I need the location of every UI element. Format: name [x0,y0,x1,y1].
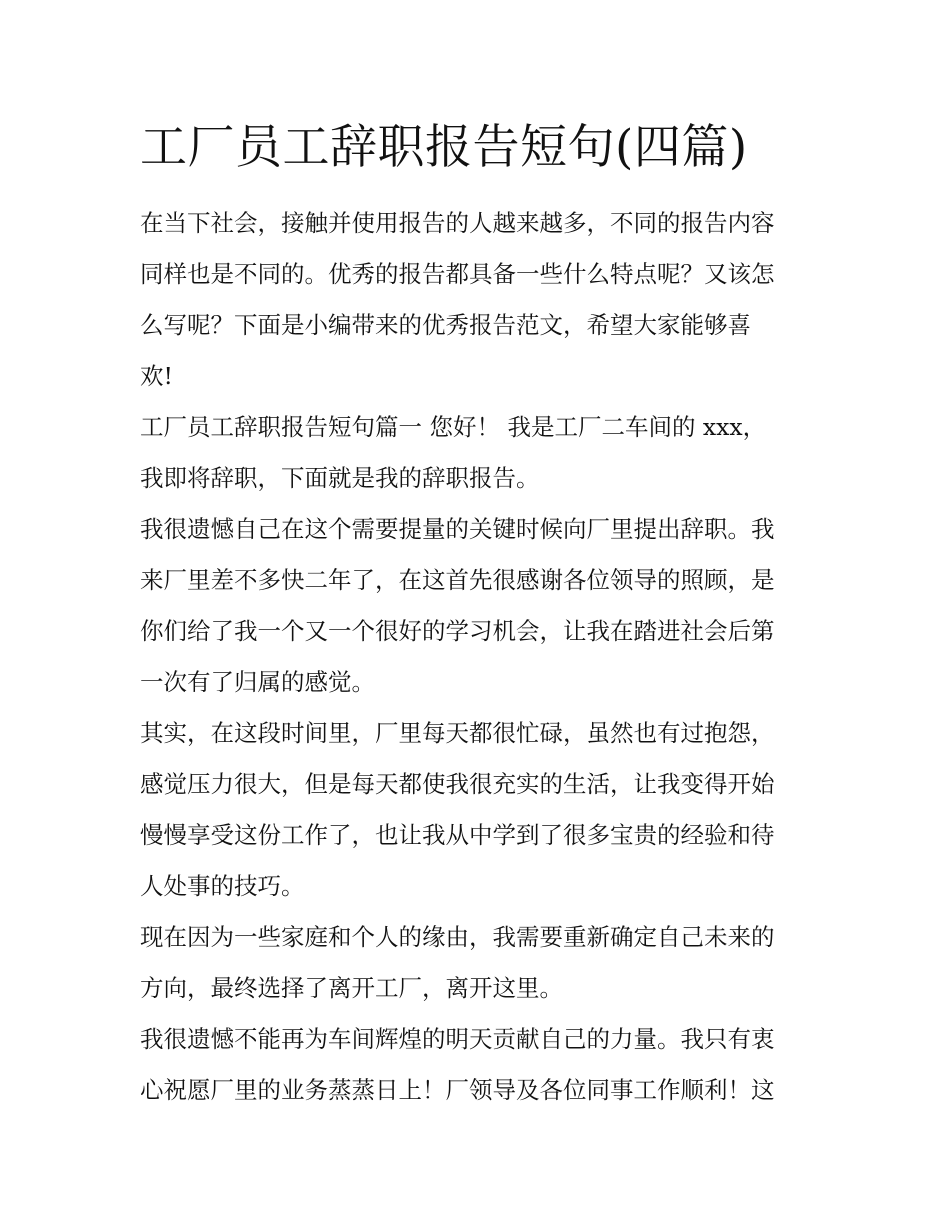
paragraph-wishes [140,1014,820,1116]
paragraph-experience [140,708,820,912]
text-line: 心祝愿厂里的业务蒸蒸日上！厂领导及各位同事工作顺利！这 [140,1076,775,1104]
text-line: 方向，最终选择了离开工厂，离开这里。 [140,974,563,1002]
text-line: 在当下社会，接触并使用报告的人越来越多，不同的报告内容 [140,209,775,237]
document-body [140,198,820,1116]
text-line: 感觉压力很大，但是每天都使我很充实的生活，让我变得开始 [140,770,775,798]
text-line: 我很遗憾不能再为车间辉煌的明天贡献自己的力量。我只有衷 [140,1025,775,1053]
text-line: 慢慢享受这份工作了，也让我从中学到了很多宝贵的经验和待 [140,821,775,849]
text-line: 我即将辞职，下面就是我的辞职报告。 [140,464,540,492]
text-line: 同样也是不同的。优秀的报告都具备一些什么特点呢？又该怎 [140,260,775,288]
text-line: 现在因为一些家庭和个人的缘由，我需要重新确定自己未来的 [140,923,775,951]
paragraph-intro [140,198,820,402]
paragraph-reason [140,912,820,1014]
text-line: 你们给了我一个又一个很好的学习机会，让我在踏进社会后第 [140,617,775,645]
text-line: 其实，在这段时间里，厂里每天都很忙碌，虽然也有过抱怨， [140,719,775,747]
paragraph-greeting [140,402,820,504]
paragraph-regret [140,504,820,708]
text-line: 一次有了归属的感觉。 [140,668,375,696]
text-line: 么写呢？下面是小编带来的优秀报告范文，希望大家能够喜 [140,311,751,339]
text-line: 来厂里差不多快二年了，在这首先很感谢各位领导的照顾，是 [140,566,775,594]
document-title: 工厂员工辞职报告短句(四篇) [140,120,748,175]
text-line: 欢! [140,362,173,390]
text-line: 人处事的技巧。 [140,872,305,900]
text-line: 工厂员工辞职报告短句篇一 您好！ 我是工厂二车间的 xxx， [140,413,767,441]
text-line: 我很遗憾自己在这个需要提量的关键时候向厂里提出辞职。我 [140,515,775,543]
